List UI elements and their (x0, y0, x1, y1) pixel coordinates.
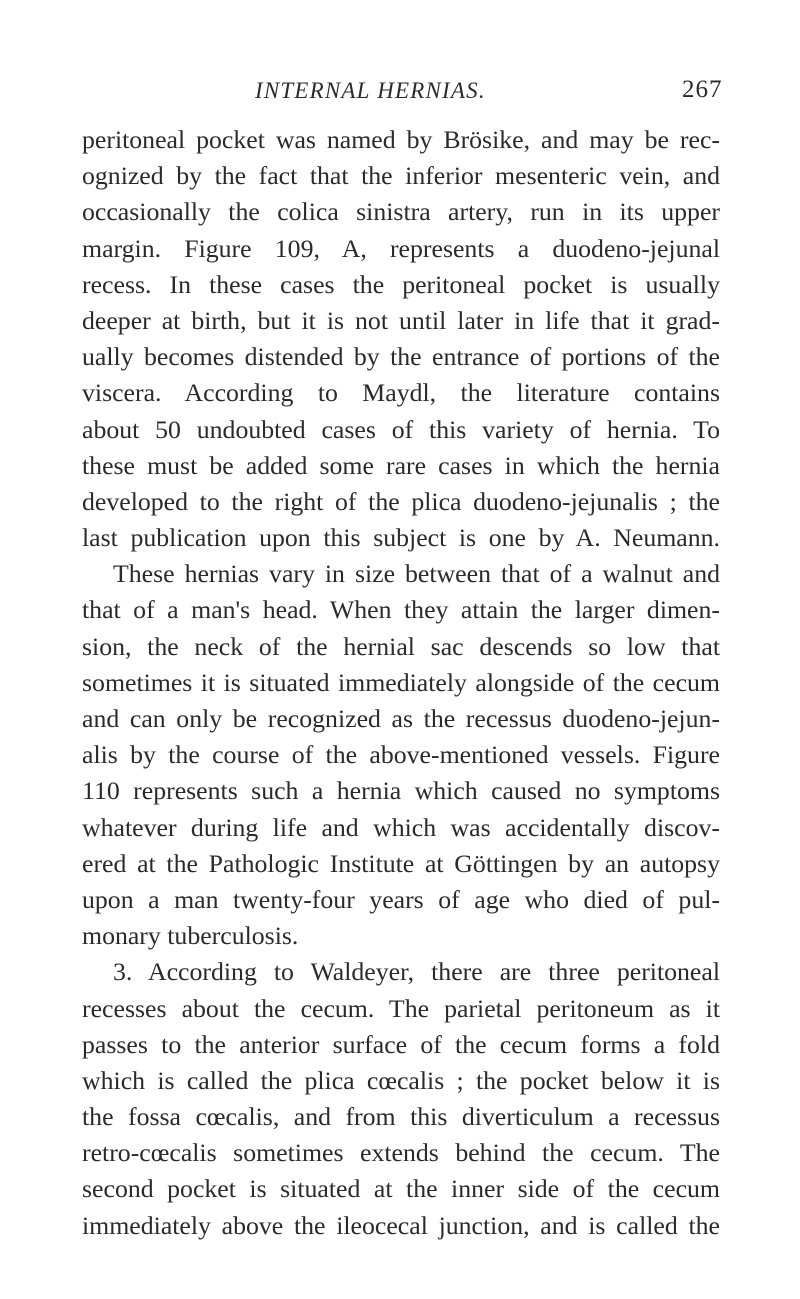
running-head: INTERNAL HERNIAS. (255, 78, 486, 103)
text-line: about 50 undoubted cases of this variety of hernia. To (82, 414, 720, 444)
text-line: 110 represents such a hernia which caused no symptoms (82, 776, 720, 806)
page-number: 267 (682, 76, 723, 103)
text-line: deeper at birth, but it is not until later in life that it grad- (82, 305, 720, 335)
text-line: ually becomes distended by the entrance of portions of the (82, 342, 720, 372)
body-text (82, 122, 720, 1244)
text-line: ognized by the fact that the inferior mesenteric vein, and (82, 161, 720, 191)
text-line: recesses about the cecum. The parietal peritoneum as it (82, 993, 720, 1023)
text-line: and can only be recognized as the recessus duodeno-jejun- (82, 704, 720, 733)
text-line: developed to the right of the plica duodeno-jejunalis ; the (82, 486, 720, 516)
text-line: alis by the course of the above-mentioned vessels. Figure (82, 740, 720, 770)
text-line: these must be added some rare cases in which the hernia (82, 450, 720, 480)
text-line: passes to the anterior surface of the cecum forms a fold (82, 1029, 720, 1059)
text-line: 3. According to Waldeyer, there are three peritoneal (113, 957, 720, 987)
text-line: second pocket is situated at the inner side of the cecum (82, 1174, 720, 1204)
text-line: peritoneal pocket was named by Brösike, and may be rec- (82, 125, 720, 154)
text-line: whatever during life and which was accidentally discov- (82, 812, 720, 842)
text-line: sion, the neck of the hernial sac descends so low that (82, 631, 720, 661)
text-line: These hernias vary in size between that of a walnut and (113, 559, 720, 589)
text-line: viscera. According to Maydl, the literature contains (82, 378, 720, 408)
text-line: last publication upon this subject is one by A. Neumann. (82, 523, 720, 553)
text-line: ered at the Pathologic Institute at Göttingen by an autopsy (82, 848, 720, 878)
text-line: monary tuberculosis. (82, 921, 299, 951)
text-line: that of a man's head. When they attain the larger dimen- (82, 595, 720, 625)
text-line: sometimes it is situated immediately alongside of the cecum (82, 667, 720, 697)
text-line: the fossa cœcalis, and from this diverticulum a recessus (82, 1102, 720, 1132)
text-line: margin. Figure 109, A, represents a duodeno-jejunal (82, 233, 720, 263)
text-line: upon a man twenty-four years of age who died of pul- (82, 884, 720, 914)
text-line: retro-cœcalis sometimes extends behind the cecum. The (82, 1138, 720, 1168)
text-line: occasionally the colica sinistra artery, run in its upper (82, 197, 720, 227)
text-line: which is called the plica cœcalis ; the pocket below it is (82, 1065, 720, 1095)
text-line: recess. In these cases the peritoneal pocket is usually (82, 269, 720, 299)
page-header (0, 78, 800, 114)
text-line: immediately above the ileocecal junction, and is called the (82, 1210, 720, 1240)
